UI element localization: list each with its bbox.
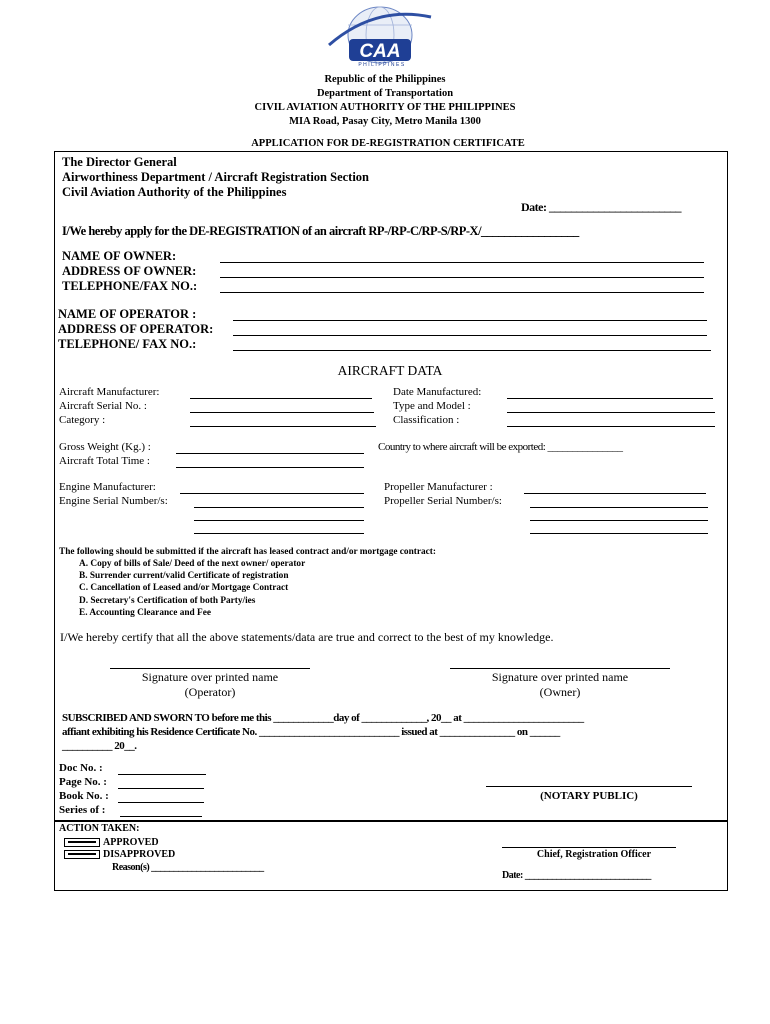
- owner-phone-input[interactable]: [220, 292, 704, 293]
- requirement-item: D. Secretary's Certification of both Party/ies: [79, 596, 256, 606]
- operator-role-label: (Operator): [184, 685, 236, 699]
- engine-manufacturer-label: Engine Manufacturer:: [59, 481, 156, 493]
- total-time-input[interactable]: [176, 467, 364, 468]
- logo-text: CAA: [359, 41, 401, 62]
- globe-logo-icon: [325, 5, 435, 67]
- owner-name-input[interactable]: [220, 262, 704, 263]
- oath-line-3[interactable]: __________ 20__.: [62, 740, 137, 752]
- header-republic: Republic of the Philippines: [324, 74, 446, 85]
- operator-phone-input[interactable]: [233, 350, 711, 351]
- engine-serial-label: Engine Serial Number/s:: [59, 495, 168, 507]
- type-model-input[interactable]: [507, 412, 715, 413]
- addressee-director: The Director General: [62, 155, 177, 169]
- category-input[interactable]: [190, 426, 376, 427]
- notary-public-label: (NOTARY PUBLIC): [540, 790, 638, 802]
- owner-signature-label: Signature over printed name: [491, 670, 629, 684]
- chief-officer-label: Chief, Registration Officer: [536, 849, 652, 860]
- series-input[interactable]: [120, 816, 202, 817]
- owner-address-label: ADDRESS OF OWNER:: [62, 264, 197, 278]
- requirement-item: B. Surrender current/valid Certificate of registration: [79, 571, 289, 581]
- book-no-input[interactable]: [118, 802, 204, 803]
- date-manufactured-input[interactable]: [507, 398, 713, 399]
- certification-statement: I/We hereby certify that all the above statements/data are true and correct to the best of my knowledge.: [60, 630, 554, 644]
- propeller-serial-input[interactable]: [530, 507, 708, 508]
- apply-statement[interactable]: I/We hereby apply for the DE-REGISTRATION of an aircraft RP-/RP-C/RP-S/RP-X/_________________: [62, 224, 579, 238]
- requirement-item: E. Accounting Clearance and Fee: [79, 608, 211, 618]
- addressee-authority: Civil Aviation Authority of the Philippines: [62, 185, 287, 199]
- date-field[interactable]: Date: ________________________: [521, 200, 681, 214]
- series-label: Series of :: [59, 804, 106, 816]
- aircraft-serial-input[interactable]: [190, 412, 374, 413]
- action-taken-title: ACTION TAKEN:: [59, 823, 140, 834]
- requirement-item: A. Copy of bills of Sale/ Deed of the next owner/ operator: [79, 559, 306, 569]
- aircraft-serial-label: Aircraft Serial No. :: [59, 400, 147, 412]
- addressee-department: Airworthiness Department / Aircraft Registration Section: [62, 170, 370, 184]
- propeller-serial-input-3[interactable]: [530, 533, 708, 534]
- propeller-manufacturer-input[interactable]: [524, 493, 706, 494]
- approved-label: APPROVED: [103, 837, 159, 848]
- reasons-field[interactable]: Reason(s) _________________________: [112, 862, 264, 873]
- aircraft-manufacturer-input[interactable]: [190, 398, 372, 399]
- owner-address-input[interactable]: [220, 277, 704, 278]
- type-model-label: Type and Model :: [393, 400, 471, 412]
- header-authority: CIVIL AVIATION AUTHORITY OF THE PHILIPPINES: [254, 102, 516, 113]
- page-no-input[interactable]: [118, 788, 204, 789]
- engine-serial-input[interactable]: [194, 507, 364, 508]
- header-address: MIA Road, Pasay City, Metro Manila 1300: [289, 116, 481, 127]
- header-department: Department of Transportation: [316, 88, 454, 99]
- owner-name-label: NAME OF OWNER:: [62, 249, 177, 263]
- notary-signature-input[interactable]: [486, 786, 692, 787]
- engine-serial-input-3[interactable]: [194, 533, 364, 534]
- operator-signature-input[interactable]: [110, 668, 310, 669]
- propeller-serial-label: Propeller Serial Number/s:: [384, 495, 502, 507]
- book-no-label: Book No. :: [59, 790, 109, 802]
- approved-checkbox[interactable]: [64, 838, 100, 847]
- aircraft-data-title: AIRCRAFT DATA: [337, 363, 443, 378]
- aircraft-manufacturer-label: Aircraft Manufacturer:: [59, 386, 160, 398]
- doc-no-label: Doc No. :: [59, 762, 103, 774]
- logo-subtext: PHILIPPINES: [358, 62, 406, 67]
- disapproved-checkbox[interactable]: [64, 850, 100, 859]
- export-country-field[interactable]: Country to where aircraft will be exported: _______________: [378, 441, 623, 453]
- caa-logo: [325, 5, 435, 67]
- operator-address-label: ADDRESS OF OPERATOR:: [58, 322, 214, 336]
- owner-signature-input[interactable]: [450, 668, 670, 669]
- disapproved-label: DISAPPROVED: [103, 849, 176, 860]
- chief-signature-input[interactable]: [502, 847, 676, 848]
- classification-input[interactable]: [507, 426, 715, 427]
- page-no-label: Page No. :: [59, 776, 107, 788]
- operator-signature-label: Signature over printed name: [141, 670, 279, 684]
- operator-address-input[interactable]: [233, 335, 707, 336]
- gross-weight-label: Gross Weight (Kg.) :: [59, 441, 151, 453]
- total-time-label: Aircraft Total Time :: [59, 455, 150, 467]
- operator-phone-label: TELEPHONE/ FAX NO.:: [58, 337, 197, 351]
- engine-serial-input-2[interactable]: [194, 520, 364, 521]
- category-label: Category :: [59, 414, 106, 426]
- requirement-item: C. Cancellation of Leased and/or Mortgage Contract: [79, 583, 289, 593]
- doc-no-input[interactable]: [118, 774, 206, 775]
- oath-line-1[interactable]: SUBSCRIBED AND SWORN TO before me this ____________day of _____________, 20__ at ________________________: [62, 712, 584, 724]
- action-date-field[interactable]: Date: ____________________________: [502, 870, 651, 881]
- owner-phone-label: TELEPHONE/FAX NO.:: [62, 279, 198, 293]
- gross-weight-input[interactable]: [176, 453, 364, 454]
- operator-name-input[interactable]: [233, 320, 707, 321]
- engine-manufacturer-input[interactable]: [180, 493, 364, 494]
- oath-line-2[interactable]: affiant exhibiting his Residence Certificate No. ____________________________ issued at _______________ on ______: [62, 726, 560, 738]
- owner-role-label: (Owner): [539, 685, 581, 699]
- requirements-intro: The following should be submitted if the aircraft has leased contract and/or mortgage contract:: [59, 547, 436, 557]
- date-manufactured-label: Date Manufactured:: [393, 386, 482, 398]
- operator-name-label: NAME OF OPERATOR :: [58, 307, 197, 321]
- classification-label: Classification :: [393, 414, 460, 426]
- propeller-serial-input-2[interactable]: [530, 520, 708, 521]
- form-title: APPLICATION FOR DE-REGISTRATION CERTIFICATE: [251, 138, 525, 149]
- propeller-manufacturer-label: Propeller Manufacturer :: [384, 481, 493, 493]
